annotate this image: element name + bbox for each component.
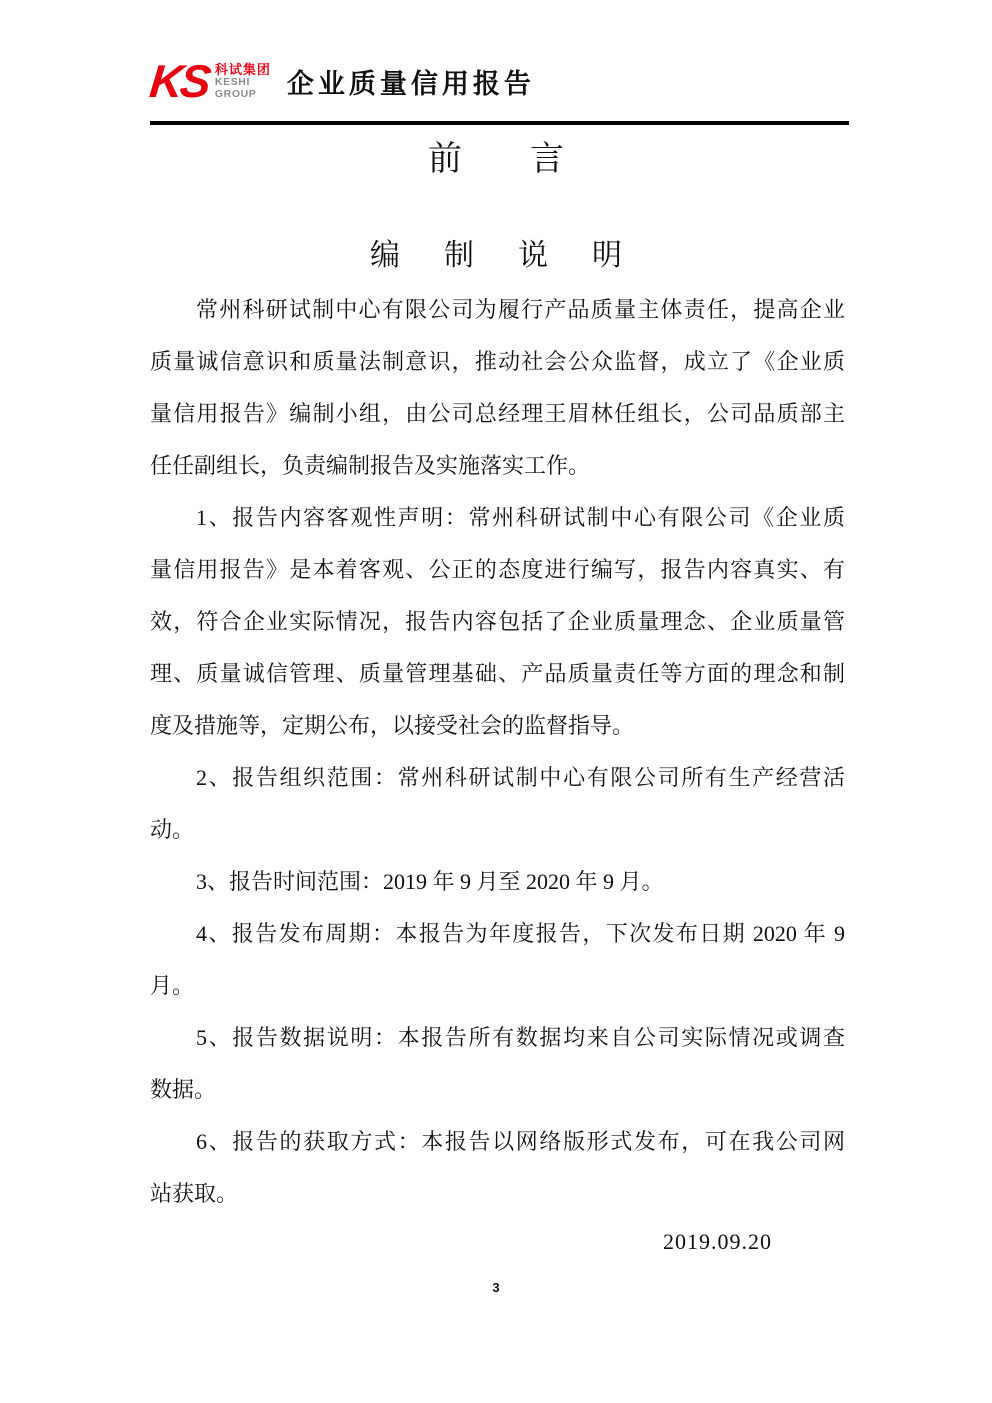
- body-line: 质量诚信意识和质量法制意识，推动社会公众监督，成立了《企业质: [150, 349, 845, 374]
- body-text: [150, 284, 845, 1220]
- body-line: 量信用报告》编制小组，由公司总经理王眉林任组长，公司品质部主: [150, 401, 845, 426]
- body-line: 4、报告发布周期：本报告为年度报告，下次发布日期 2020 年 9: [196, 921, 845, 946]
- logo-text-stack: [215, 63, 271, 100]
- body-line: 3、报告时间范围：2019 年 9 月至 2020 年 9 月。: [196, 869, 664, 894]
- preface-title: 前 言: [428, 141, 564, 178]
- body-line: 理、质量诚信管理、质量管理基础、产品质量责任等方面的理念和制: [150, 661, 845, 686]
- document-header-title: 企业质量信用报告: [286, 69, 535, 100]
- section-title: 编 制 说 明: [370, 239, 629, 272]
- report-date: 2019.09.20: [663, 1229, 772, 1254]
- logo-company-name-cn: 科试集团: [214, 62, 271, 78]
- body-line: 效，符合企业实际情况，报告内容包括了企业质量理念、企业质量管: [150, 609, 845, 634]
- company-logo: [147, 55, 271, 107]
- body-line: 月。: [150, 973, 195, 998]
- body-line: 量信用报告》是本着客观、公正的态度进行编写，报告内容真实、有: [150, 557, 845, 582]
- body-line: 数据。: [150, 1077, 217, 1102]
- ks-logo-icon: KS: [147, 55, 211, 107]
- body-line: 1、报告内容客观性声明：常州科研试制中心有限公司《企业质: [196, 505, 845, 530]
- body-line: 任任副组长，负责编制报告及实施落实工作。: [150, 453, 591, 478]
- body-line: 5、报告数据说明：本报告所有数据均来自公司实际情况或调查: [196, 1025, 845, 1050]
- logo-company-name-en-1: KESHI: [214, 76, 250, 89]
- logo-company-name-en-2: GROUP: [214, 87, 257, 100]
- body-line: 常州科研试制中心有限公司为履行产品质量主体责任，提高企业: [196, 297, 845, 322]
- body-line: 度及措施等，定期公布，以接受社会的监督指导。: [150, 713, 635, 738]
- body-line: 6、报告的获取方式：本报告以网络版形式发布，可在我公司网: [196, 1129, 845, 1154]
- page-header: [147, 55, 849, 107]
- page-number: 3: [492, 1280, 500, 1295]
- body-line: 站获取。: [150, 1181, 239, 1206]
- header-divider-rule: [150, 121, 849, 125]
- body-line: 2、报告组织范围：常州科研试制中心有限公司所有生产经营活: [196, 765, 845, 790]
- body-line: 动。: [150, 817, 195, 842]
